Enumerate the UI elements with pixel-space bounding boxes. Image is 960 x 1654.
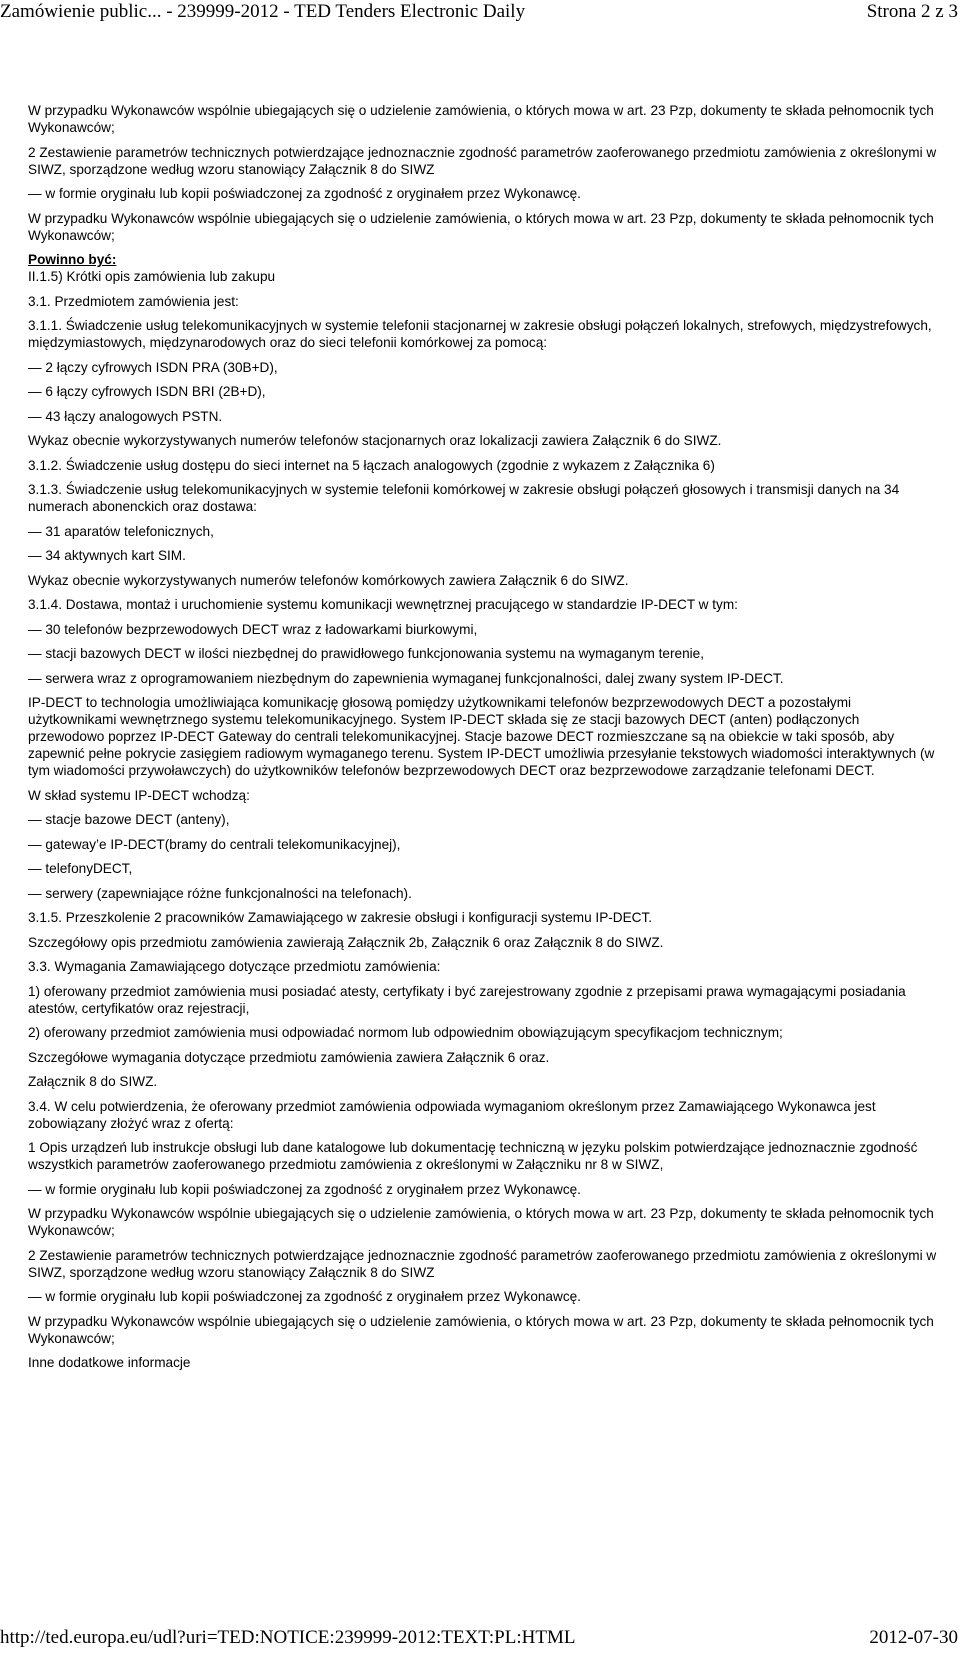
list-item: — w formie oryginału lub kopii poświadczonej za zgodność z oryginałem przez Wykonawcę.: [28, 1181, 938, 1198]
paragraph: W przypadku Wykonawców wspólnie ubiegających się o udzielenie zamówienia, o których mowa w art. 23 Pzp, dokumenty te składa pełnomocnik tych Wykonawców;: [28, 1313, 934, 1346]
paragraph: 3.1. Przedmiotem zamówienia jest:: [28, 293, 239, 309]
paragraph: W skład systemu IP-DECT wchodzą:: [28, 787, 250, 803]
paragraph: 2 Zestawienie parametrów technicznych potwierdzające jednoznacznie zgodność parametrów zaoferowanego przedmiotu zamówienia z określonymi w SIWZ, sporządzone według wzoru stanowiący Załącznik 8 do SIWZ: [28, 1247, 937, 1280]
list-item: — 6 łączy cyfrowych ISDN BRI (2B+D),: [28, 383, 938, 400]
paragraph: Wykaz obecnie wykorzystywanych numerów telefonów komórkowych zawiera Załącznik 6 do SIWZ.: [28, 572, 629, 588]
paragraph: 1) oferowany przedmiot zamówienia musi posiadać atesty, certyfikaty i być zarejestrowany zgodnie z przepisami prawa wymagającymi posiadania atestów, certyfikatów oraz rejestracji,: [28, 983, 906, 1016]
paragraph: 1 Opis urządzeń lub instrukcje obsługi lub dane katalogowe lub dokumentację techniczną w języku polskim potwierdzające jednoznacznie zgodność wszystkich parametrów zaoferowanego przedmiotu zamówienia z określonymi w Załączniku nr 8 w SIWZ,: [28, 1140, 918, 1172]
print-header: [0, 0, 960, 30]
page-url: http://ted.europa.eu/udl?uri=TED:NOTICE:239999-2012:TEXT:PL:HTML: [0, 1627, 576, 1648]
paragraph: 3.1.4. Dostawa, montaż i uruchomienie systemu komunikacji wewnętrznej pracującego w standardzie IP-DECT w tym:: [28, 597, 738, 612]
paragraph: 3.3. Wymagania Zamawiającego dotyczące przedmiotu zamówienia:: [28, 959, 441, 974]
paragraph: W przypadku Wykonawców wspólnie ubiegających się o udzielenie zamówienia, o których mowa w art. 23 Pzp, dokumenty te składa pełnomocnik tych Wykonawców;: [28, 1206, 934, 1238]
paragraph: 3.1.3. Świadczenie usług telekomunikacyjnych w systemie telefonii komórkowej w zakresie obsługi połączeń głosowych i transmisji danych na 34 numerach abonenckich oraz dostawa:: [28, 482, 900, 514]
list-item: — serwera wraz z oprogramowaniem niezbędnym do zapewnienia wymaganej funkcjonalności, dalej zwany system IP-DECT.: [28, 670, 938, 687]
list-item: — 2 łączy cyfrowych ISDN PRA (30B+D),: [28, 359, 938, 376]
list-item: — stacje bazowe DECT (anteny),: [28, 811, 938, 828]
list-item: — 43 łączy analogowych PSTN.: [28, 408, 938, 425]
paragraph: 3.1.2. Świadczenie usług dostępu do sieci internet na 5 łączach analogowych (zgodnie z wykazem z Załącznika 6): [28, 457, 715, 473]
paragraph: IP-DECT to technologia umożliwiająca komunikację głosową pomiędzy użytkownikami telefonów bezprzewodowych DECT a pozostałymi użytkownikami wewnętrznego systemu telekomunikacyjnego. System IP-DECT składa się ze stacji bazowych DECT (anten) podłączonych przewodowo poprzez IP-DECT Gateway do centrali telekomunikacyjnej. Stacje bazowe DECT rozmieszczane są na obiekcie w taki sposób, aby zapewnić pełne pokrycie zasięgiem radiowym wymaganego terenu. System IP-DECT umożliwia przesyłanie tekstowych wiadomości interaktywnych (w tym wiadomości przywoławczych) do użytkowników telefonów bezprzewodowych DECT oraz bezprzewodowe zarządzanie telefonami DECT.: [28, 695, 935, 778]
list-item: — w formie oryginału lub kopii poświadczonej za zgodność z oryginałem przez Wykonawcę.: [28, 1288, 938, 1305]
paragraph: 3.1.1. Świadczenie usług telekomunikacyjnych w systemie telefonii stacjonarnej w zakresie obsługi połączeń lokalnych, strefowych, międzystrefowych, międzymiastowych, międzynarodowych oraz do sieci telefonii komórkowej za pomocą:: [28, 318, 932, 350]
list-item: — 31 aparatów telefonicznych,: [28, 523, 938, 540]
paragraph: W przypadku Wykonawców wspólnie ubiegających się o udzielenie zamówienia, o których mowa w art. 23 Pzp, dokumenty te składa pełnomocnik tych Wykonawców;: [28, 103, 934, 135]
section-heading: Powinno być:: [28, 252, 117, 267]
paragraph: Wykaz obecnie wykorzystywanych numerów telefonów stacjonarnych oraz lokalizacji zawiera Załącznik 6 do SIWZ.: [28, 433, 722, 448]
paragraph: II.1.5) Krótki opis zamówienia lub zakupu: [28, 269, 276, 284]
paragraph: 3.4. W celu potwierdzenia, że oferowany przedmiot zamówienia odpowiada wymaganiom określonym przez Zamawiającego Wykonawca jest zobowiązany złożyć wraz z ofertą:: [28, 1098, 876, 1131]
paragraph: 2) oferowany przedmiot zamówienia musi odpowiadać normom lub odpowiednim obowiązującym specyfikacjom technicznym;: [28, 1025, 783, 1040]
list-item: — serwery (zapewniające różne funkcjonalności na telefonach).: [28, 885, 938, 902]
notice-body: [28, 102, 938, 1379]
list-item: — stacji bazowych DECT w ilości niezbędnej do prawidłowego funkcjonowania systemu na wymaganym terenie,: [28, 645, 938, 662]
paragraph: Załącznik 8 do SIWZ.: [28, 1074, 158, 1089]
paragraph: Szczegółowy opis przedmiotu zamówienia zawierają Załącznik 2b, Załącznik 6 oraz Załącznik 8 do SIWZ.: [28, 934, 664, 950]
list-item: — 30 telefonów bezprzewodowych DECT wraz z ładowarkami biurkowymi,: [28, 621, 938, 638]
page-number: Strona 2 z 3: [866, 1, 958, 22]
paragraph: W przypadku Wykonawców wspólnie ubiegających się o udzielenie zamówienia, o których mowa w art. 23 Pzp, dokumenty te składa pełnomocnik tych Wykonawców;: [28, 210, 934, 243]
print-date: 2012-07-30: [869, 1627, 958, 1648]
paragraph: Inne dodatkowe informacje: [28, 1355, 191, 1370]
page-title: Zamówienie public... - 239999-2012 - TED Tenders Electronic Daily: [0, 1, 526, 22]
list-item: — w formie oryginału lub kopii poświadczonej za zgodność z oryginałem przez Wykonawcę.: [28, 185, 938, 202]
paragraph: Szczegółowe wymagania dotyczące przedmiotu zamówienia zawiera Załącznik 6 oraz.: [28, 1049, 550, 1065]
paragraph: 2 Zestawienie parametrów technicznych potwierdzające jednoznacznie zgodność parametrów zaoferowanego przedmiotu zamówienia z określonymi w SIWZ, sporządzone według wzoru stanowiący Załącznik 8 do SIWZ: [28, 144, 937, 177]
paragraph: 3.1.5. Przeszkolenie 2 pracowników Zamawiającego w zakresie obsługi i konfiguracji systemu IP-DECT.: [28, 910, 653, 925]
list-item: — telefonyDECT,: [28, 860, 938, 877]
list-item: — gateway’e IP-DECT(bramy do centrali telekomunikacyjnej),: [28, 836, 938, 853]
print-footer: [0, 1626, 960, 1654]
list-item: — 34 aktywnych kart SIM.: [28, 547, 938, 564]
